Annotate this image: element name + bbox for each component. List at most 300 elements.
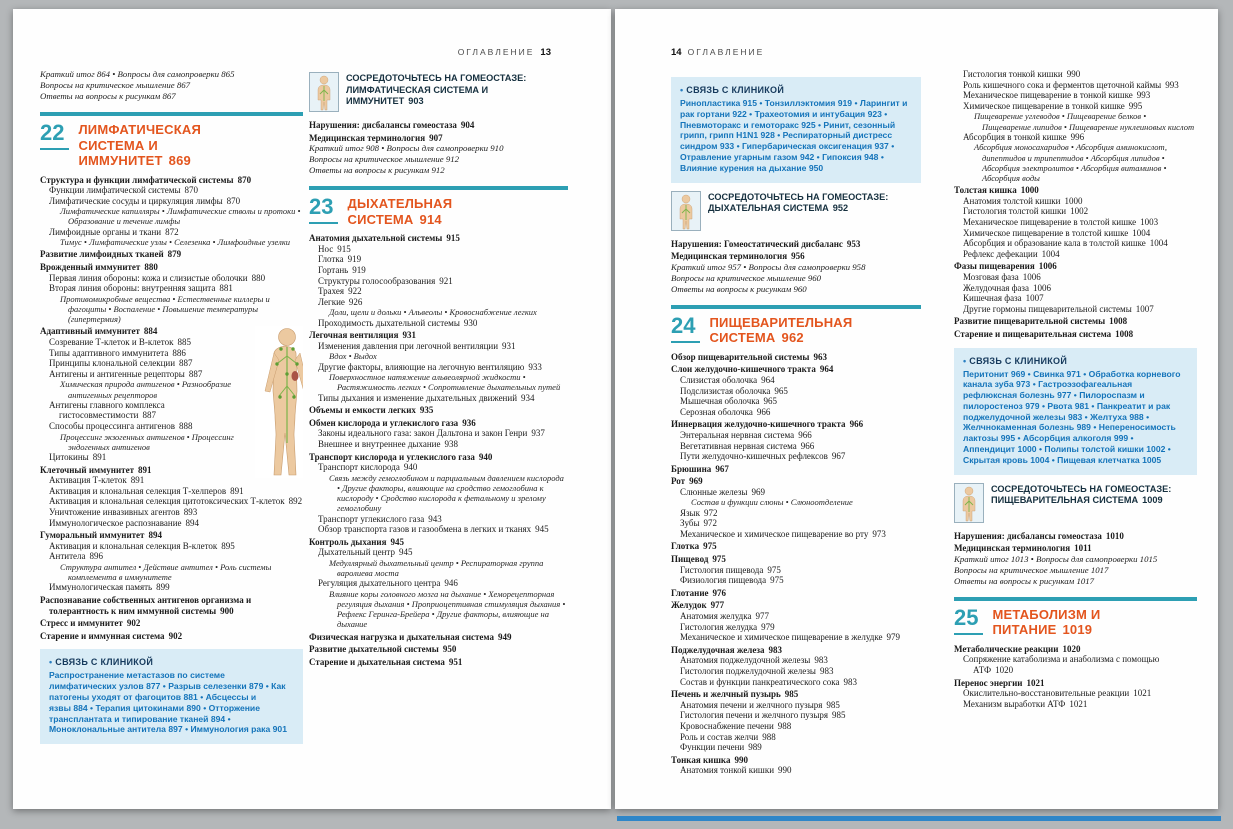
toc-entry-page: 972 (703, 507, 718, 518)
toc-entry-label: Обзор пищеварительной системы (671, 351, 810, 362)
clinical-entry-page: 919 (837, 98, 853, 108)
clinical-entry-page: 928 (760, 130, 775, 141)
toc-entry-label: Распознавание собственных антигенов организма и толерантность к ним иммунной системы (40, 594, 252, 616)
focus-homeostasis-text (708, 191, 888, 231)
toc-entry-level2 (954, 206, 1197, 217)
endmatter-line: Краткий итог 957 • Вопросы для самопроверки 958 (671, 261, 866, 272)
toc-entry-label: Мышечная оболочка (680, 396, 760, 407)
toc-entry-label: Химическое пищеварение в толстой кишке (963, 227, 1129, 238)
toc-entry-label: Функции лимфатической системы (49, 185, 181, 196)
toc-entry-page: 884 (143, 326, 158, 337)
toc-entry-label: Механическое и химическое пищеварение во рту (680, 528, 869, 539)
toc-entry-detail: Тимус • Лимфатические узлы • Селезенка • Лимфоидные узелки (60, 237, 291, 248)
clinical-entry-page: 977 (1057, 390, 1072, 401)
toc-entry-label: Глотка (318, 254, 344, 265)
clinical-entry-page: 933 (719, 141, 735, 152)
toc-entry-page: 887 (188, 368, 203, 379)
toc-entry-level2 (309, 428, 568, 439)
focus-page-number: 903 (408, 96, 424, 106)
toc-entry-page: 988 (777, 720, 792, 731)
toc-entry-level2 (671, 765, 921, 776)
toc-entry-page: 983 (819, 666, 834, 676)
toc-entry-label: Лимфатические сосуды и циркуляция лимфы (49, 195, 223, 206)
toc-entry-level1 (671, 541, 921, 552)
toc-entry-level2 (671, 611, 921, 622)
toc-entry-label: Пути желудочно-кишечных рефлексов (680, 451, 828, 462)
clinical-entry-label: Гастроэзофагеальная рефлюксная болезнь (963, 379, 1133, 401)
toc-entry-page: 931 (402, 330, 416, 341)
toc-entry-page: 972 (703, 518, 718, 529)
toc-entry-label: Анатомия дыхательной системы (309, 233, 443, 244)
toc-page-left (13, 9, 611, 809)
toc-entry-page: 1020 (995, 665, 1014, 676)
clinical-box-title: • СВЯЗЬ С КЛИНИКОЙ (963, 356, 1188, 366)
clinical-entry-page: 973 (1016, 379, 1031, 390)
clinical-entry (1033, 369, 1089, 379)
toc-entry-level2 (954, 249, 1197, 260)
toc-entry-level1 (40, 595, 303, 616)
toc-entry-label: Энтеральная нервная система (680, 429, 795, 440)
toc-entry-level1 (309, 120, 568, 131)
toc-entry-level2 (954, 228, 1197, 239)
toc-entry-label: Способы процессинга антигенов (49, 421, 176, 432)
endmatter-line: Ответы на вопросы к рисункам 1017 (954, 575, 1095, 586)
toc-entry-label: Изменения давления при легочной вентиляции (318, 340, 499, 351)
clinical-entry (680, 152, 822, 162)
toc-entry-page: 1003 (1140, 216, 1159, 227)
toc-entry-label: Абсорбция в тонкой кишке (963, 131, 1067, 142)
clinical-entry (168, 681, 271, 691)
toc-entry-label: Серозная оболочка (680, 406, 753, 417)
toc-entry-level2 (954, 101, 1197, 112)
toc-entry-page: 988 (762, 731, 776, 742)
toc-entry-level1 (309, 233, 568, 244)
toc-entry-level2 (40, 541, 303, 552)
focus-homeostasis-entry (954, 483, 1197, 523)
toc-entry-level2 (671, 721, 921, 732)
toc-entry-page: 1000 (1020, 185, 1039, 196)
toc-entry-level2 (40, 273, 303, 284)
toc-entry-label: Антигены главного комплекса гистосовместимости (49, 399, 165, 421)
clinical-entry-page: 999 (1113, 433, 1129, 444)
toc-entry-page: 943 (428, 513, 442, 524)
toc-entry-page: 1000 (1064, 195, 1083, 206)
toc-entry-level2 (671, 575, 921, 586)
chapter-heading-row (671, 314, 921, 346)
toc-entry-label: Иннервация желудочно-кишечного тракта (671, 419, 846, 430)
toc-entry-page: 881 (219, 283, 233, 294)
toc-entry-level2 (671, 451, 921, 462)
focus-homeostasis-text (346, 72, 568, 112)
running-head-label: ОГЛАВЛЕНИЕ (457, 47, 535, 57)
chapter-title-text: МЕТАБОЛИЗМ И ПИТАНИЕ (992, 606, 1101, 638)
clinical-connection-box (40, 649, 303, 744)
toc-entry-label: Нарушения: дисбалансы гомеостаза (954, 530, 1102, 541)
clinical-entry (1023, 433, 1134, 443)
toc-column (954, 69, 1197, 807)
chapter-heading-row (309, 195, 568, 227)
homeostasis-thumbnail-icon (671, 191, 701, 231)
toc-entry-page: 880 (251, 272, 266, 283)
toc-entry-page: 931 (502, 340, 516, 351)
chapter-heading (671, 305, 921, 346)
clinical-entry (95, 703, 208, 713)
toc-entry-level1 (309, 657, 568, 668)
toc-entry-label: Цитокины (49, 452, 89, 463)
toc-entry-page: 966 (798, 429, 812, 440)
toc-entry-page: 977 (755, 611, 769, 622)
toc-entry-page: 921 (439, 275, 453, 286)
clinical-entry (963, 455, 1057, 465)
toc-entry-level1 (40, 530, 303, 541)
toc-entry-level2 (40, 185, 303, 196)
toc-entry-level2 (671, 407, 921, 418)
clinical-entry-label: Влияние курения на дыхание (680, 162, 807, 173)
toc-entry-page: 930 (463, 317, 478, 328)
chapter-heading-row (954, 606, 1197, 638)
toc-entry-page: 888 (179, 421, 193, 432)
toc-entry-page: 1010 (1105, 530, 1124, 541)
clinical-entry-page: 915 (742, 98, 757, 108)
toc-entry-page: 934 (521, 392, 535, 403)
toc-entry-label: Желудочная фаза (963, 282, 1029, 293)
toc-entry-page: 1011 (1074, 543, 1092, 554)
clinical-entry-label: Гипоксия (822, 151, 862, 162)
toc-entry-detail: Противомикробные вещества • Естественные киллеры и фагоциты • Воспаление • Повышение температуры (гипертермия) (60, 293, 270, 325)
clinical-entry-label: Абсорбция алкоголя (1022, 433, 1112, 444)
clinical-entry-page: 1005 (1142, 454, 1162, 465)
endmatter-line: Вопросы на критическое мышление 912 (309, 154, 460, 165)
clinical-entry-page: 989 (1076, 422, 1091, 433)
toc-entry-label: Слизистая оболочка (680, 374, 758, 385)
clinical-box-title: • СВЯЗЬ С КЛИНИКОЙ (49, 657, 294, 667)
toc-entry-label: Механизм выработки АТФ (963, 698, 1066, 709)
endmatter-line: Краткий итог 1013 • Вопросы для самопроверки 1015 (954, 553, 1158, 564)
toc-entry-label: Медицинская терминология (671, 251, 788, 262)
toc-entry-level2 (309, 462, 568, 473)
toc-entry-level2 (954, 654, 1197, 675)
toc-entry-level2 (309, 341, 568, 352)
toc-entry-level1 (671, 464, 921, 475)
toc-entry-page: 966 (756, 406, 771, 417)
clinical-entries (963, 369, 1188, 466)
toc-entry-page: 985 (784, 689, 799, 700)
toc-entry-detail: Вдох • Выдох (329, 351, 377, 362)
endmatter-line: Вопросы на критическое мышление 960 (671, 272, 822, 283)
toc-entry-page: 886 (172, 347, 186, 358)
toc-entry-level2 (954, 699, 1197, 710)
chapter-page-number: 1019 (1062, 622, 1093, 638)
chapter-heading (954, 597, 1197, 638)
toc-entry-label: Медицинская терминология (954, 543, 1071, 554)
toc-entry-label: Роль кишечного сока и ферментов щеточной каймы (963, 79, 1162, 90)
chapter-heading (40, 112, 303, 169)
toc-entry-page: 965 (763, 396, 777, 407)
toc-entry-page: 976 (712, 587, 727, 598)
toc-entry-label: Химическое пищеварение в тонкой кишке (963, 100, 1125, 111)
toc-entry-detail: Влияние коры головного мозга на дыхание • Хеморецепторная регуляция дыхания • Проприоцептивная стимуляция дыхания • Рефлекс Геринга-Брейера • Другие факторы, влияющие на дыхание (329, 588, 566, 630)
toc-entry-label: Иммунологическое распознавание (49, 517, 182, 528)
toc-entry-label: Механическое пищеварение в толстой кишке (963, 216, 1137, 227)
toc-entry-page: 945 (390, 536, 404, 547)
toc-entry-label: Проходимость дыхательной системы (318, 317, 460, 328)
toc-entry-level2 (309, 362, 568, 373)
toc-entry-page: 933 (528, 361, 542, 372)
chapter-heading (309, 186, 568, 227)
clinical-entry-label: Тонзиллэктомия (764, 98, 836, 108)
toc-entry-level2 (309, 286, 568, 297)
toc-entry-label: Развитие пищеварительной системы (954, 316, 1106, 327)
toc-entry-detail: Состав и функции слюны • Слюноотделение (691, 497, 853, 508)
toc-entry-level1 (40, 618, 303, 629)
chapter-accent-bar (40, 112, 303, 116)
toc-entry-level1 (309, 537, 568, 548)
toc-entry-detail: Пищеварение углеводов • Пищеварение белков • Пищеварение липидов • Пищеварение нуклеиновых кислот (974, 111, 1195, 132)
toc-entry-page: 902 (168, 630, 183, 641)
toc-entry-label: Легочная вентиляция (309, 330, 399, 341)
toc-entry-label: Окислительно-восстановительные реакции (963, 688, 1130, 699)
focus-title: СОСРЕДОТОЧЬТЕСЬ НА ГОМЕОСТАЗЕ: (708, 191, 889, 202)
toc-entry-label: Активация и клональная селекция цитотоксических Т-клеток (49, 496, 285, 507)
toc-entry-label: Состав и функции панкреатического сока (680, 676, 840, 687)
toc-entry-page: 935 (419, 405, 434, 416)
toc-entry-page: 895 (221, 540, 235, 551)
toc-entry-page: 964 (819, 364, 834, 375)
toc-entry-detail: Доли, щели и дольки • Альвеолы • Кровоснабжение легких (329, 307, 537, 318)
clinical-entry-page: 969 (1010, 368, 1026, 379)
toc-entry-page: 966 (849, 419, 864, 430)
chapter-accent-bar (309, 186, 568, 190)
clinical-entry (680, 98, 765, 108)
toc-entry-level2 (954, 132, 1197, 143)
toc-entry-label: Анатомия толстой кишки (963, 195, 1061, 206)
chapter-title-text: ПИЩЕВАРИТЕЛЬНАЯ СИСТЕМА (709, 314, 853, 346)
toc-entry-level1 (671, 554, 921, 565)
lymphatic-system-body-figure (255, 326, 303, 478)
toc-entry-page: 993 (1136, 90, 1151, 101)
toc-entry-level2 (671, 732, 921, 743)
focus-homeostasis-entry (671, 191, 921, 231)
toc-entry-level2 (40, 227, 303, 238)
toc-entry-label: Анатомия желудка (680, 611, 752, 622)
toc-entry-page: 899 (156, 582, 170, 593)
clinical-entry-label: Обработка корневого канала зуба (963, 368, 1181, 390)
toc-entry-level2 (671, 487, 921, 498)
toc-entry-label: Легкие (318, 296, 345, 307)
toc-entry-page: 983 (843, 676, 858, 687)
toc-entry-label: Структура и функции лимфатической системы (40, 174, 234, 185)
clinical-box-title: • СВЯЗЬ С КЛИНИКОЙ (680, 85, 912, 95)
toc-entry-page: 887 (179, 358, 193, 369)
toc-entry-page: 891 (130, 475, 145, 486)
clinical-entry-page: 877 (146, 681, 161, 692)
toc-entry-label: Зубы (680, 518, 700, 529)
toc-entry-page: 893 (183, 507, 198, 517)
toc-entry-page: 979 (886, 632, 900, 643)
toc-entry-label: Физиология пищевода (680, 575, 767, 586)
chapter-number: 25 (954, 606, 983, 635)
toc-entry-page: 963 (813, 351, 827, 362)
toc-entry-level1 (309, 452, 568, 463)
toc-entry-level2 (671, 430, 921, 441)
toc-entry-label: Механическое пищеварение в тонкой кишке (963, 90, 1133, 101)
toc-entry-page: 940 (403, 462, 418, 473)
toc-entry-label: Пищевод (671, 554, 709, 565)
toc-entry-page: 938 (444, 438, 458, 449)
toc-entry-detail: Структура антител • Действие антител • Роль системы комплемента в иммунитете (60, 561, 272, 583)
toc-entry-level2 (671, 677, 921, 688)
toc-entry-label: Тонкая кишка (671, 754, 731, 765)
clinical-entry (963, 422, 1099, 432)
endmatter-line: Вопросы на критическое мышление 867 (40, 80, 191, 90)
toc-entry-page: 870 (226, 195, 241, 206)
focus-page-number: 952 (832, 203, 849, 214)
toc-entry-detail: Химическая природа антигенов • Разнообразие антигенных рецепторов (60, 379, 231, 400)
clinical-entry-page: 981 (1074, 400, 1090, 411)
chapter-title (709, 314, 897, 346)
endmatter-line: Вопросы на критическое мышление 1017 (954, 564, 1109, 575)
toc-column (40, 69, 303, 807)
clinical-entries (49, 670, 294, 735)
toc-entry-label: Лимфоидные органы и ткани (49, 226, 162, 237)
toc-entry-level1 (954, 678, 1197, 689)
clinical-entry-label: Пищевая клетчатка (1057, 454, 1140, 465)
clinical-entry (680, 163, 823, 173)
toc-entry-label: Трахея (318, 286, 345, 297)
clinical-entry-label: Гипербарическая оксигенация (741, 141, 873, 152)
toc-entry-page: 990 (734, 754, 748, 765)
toc-entry-level1 (309, 405, 568, 416)
toc-entry-page: 956 (791, 251, 805, 262)
toc-entry-label: Старение и пищеварительная система (954, 328, 1112, 339)
toc-entry-label: Созревание Т-клеток и В-клеток (49, 337, 174, 348)
toc-entry-level2 (954, 238, 1197, 249)
chapter-title-text: ДЫХАТЕЛЬНАЯ СИСТЕМА (347, 196, 453, 227)
toc-entry-level1 (954, 329, 1197, 340)
toc-entry-level1 (309, 133, 568, 144)
toc-entry-level1 (671, 251, 921, 262)
toc-entry-page: 1021 (1026, 677, 1045, 688)
toc-entry-level1 (954, 316, 1197, 327)
toc-entry-level1 (954, 543, 1197, 554)
clinical-entry-label: Желчнокаменная болезнь (963, 422, 1075, 433)
running-head-label: ОГЛАВЛЕНИЕ (687, 47, 765, 57)
toc-entry-level2 (671, 742, 921, 753)
toc-entry-page: 983 (768, 644, 782, 655)
clinical-entry-page: 983 (1067, 411, 1083, 422)
clinical-entry-page: 884 (73, 702, 88, 713)
toc-entry-page: 949 (498, 631, 512, 642)
chapter-endmatter (309, 143, 568, 176)
toc-entry-label: Кровоснабжение печени (680, 720, 774, 731)
clinical-entry-label: Респираторный дистресс синдром (680, 130, 893, 152)
toc-entry-label: Нос (318, 243, 334, 254)
toc-entry-label: Контроль дыхания (309, 536, 387, 547)
toc-entry-label: Гистология поджелудочной железы (680, 666, 816, 676)
toc-entry-page: 915 (337, 243, 351, 254)
toc-entry-level1 (40, 175, 303, 186)
toc-entry-page: 990 (1066, 69, 1081, 79)
toc-entry-level1 (671, 352, 921, 363)
toc-entry-label: Гистология печени и желчного пузыря (680, 710, 829, 721)
toc-entry-page: 891 (138, 464, 152, 475)
toc-entry-detail: Лимфатические капилляры • Лимфатические стволы и протоки • Образование и течение лимфы (60, 206, 301, 227)
toc-entry-label: Слюнные железы (680, 486, 748, 497)
toc-entry-level2 (40, 582, 303, 593)
toc-entry-label: Типы дыхания и изменение дыхательных движений (318, 392, 518, 403)
toc-entry-label: Гистология толстой кишки (963, 206, 1067, 217)
toc-entry-label: Кишечная фаза (963, 293, 1022, 304)
toc-entry-page: 937 (531, 428, 545, 439)
toc-entry-label: Активация и клональная селекция Т-хелперов (49, 485, 227, 496)
toc-entry-level2 (954, 90, 1197, 101)
toc-entry-label: Регуляция дыхательного центра (318, 578, 441, 589)
clinical-entry-page: 1000 (1017, 444, 1037, 455)
toc-entry-page: 1008 (1109, 316, 1128, 327)
toc-entry-label: Врожденный иммунитет (40, 262, 141, 273)
toc-entry-label: Рефлекс дефекации (963, 248, 1038, 259)
toc-entry-level2 (671, 710, 921, 721)
toc-entry-label: Толстая кишка (954, 185, 1017, 196)
clinical-connection-box (671, 77, 921, 183)
book-edge-strip (617, 816, 1221, 821)
clinical-entry-label: Отторжение трансплантата и типирование тканей (49, 702, 260, 724)
toc-entry-label: Транспорт кислорода (318, 462, 400, 473)
clinical-entry-label: Ринопластика (680, 98, 741, 108)
clinical-entry-page: 995 (1000, 433, 1016, 444)
toc-entry-page: 1006 (1022, 271, 1041, 282)
clinical-entry-page: 988 (1129, 411, 1144, 422)
toc-entry-page: 995 (1128, 100, 1143, 111)
toc-entry-level1 (309, 632, 568, 643)
toc-entry-level2 (309, 547, 568, 558)
toc-entry-page: 892 (288, 496, 303, 507)
toc-entry-level1 (671, 364, 921, 375)
toc-entry-level1 (40, 631, 303, 642)
toc-entry-page: 985 (826, 699, 840, 710)
toc-entry-page: 969 (689, 476, 703, 487)
toc-entry-level2 (40, 486, 303, 497)
clinical-entry-page: 925 (801, 119, 816, 130)
toc-entry-page: 985 (832, 710, 846, 721)
toc-entry-label: Типы адаптивного иммунитета (49, 347, 169, 358)
toc-entry-label: Адаптивный иммунитет (40, 326, 140, 337)
page-number: 14 (671, 47, 682, 58)
toc-entry-level2 (309, 244, 568, 255)
toc-entry-level2 (954, 80, 1197, 91)
toc-entry-page: 979 (761, 621, 775, 632)
chapter-title (347, 195, 535, 227)
clinical-entry (1047, 401, 1096, 411)
toc-entry-page: 915 (446, 233, 460, 244)
clinical-entry-label: Как патогены уходят от фагоцитов (49, 681, 286, 702)
toc-entry-page: 907 (429, 132, 443, 143)
toc-entry-label: Брюшина (671, 463, 712, 474)
toc-entry-page: 872 (165, 226, 179, 237)
toc-entry-page: 946 (444, 578, 458, 589)
toc-entry-page: 1007 (1135, 303, 1154, 314)
toc-entry-label: Первая линия обороны: кожа и слизистые оболочки (49, 272, 248, 283)
clinical-entry-label: Трахеотомия и интубация (754, 108, 866, 119)
toc-entry-label: Антитела (49, 551, 86, 562)
toc-entry-level2 (954, 272, 1197, 283)
focus-homeostasis-entry (309, 72, 568, 112)
toc-entry-level2 (309, 439, 568, 450)
toc-entry-page: 1008 (1115, 328, 1134, 339)
toc-entry-label: Принципы клональной селекции (49, 358, 176, 369)
toc-entry-level2 (671, 508, 921, 519)
toc-entry-level1 (671, 600, 921, 611)
